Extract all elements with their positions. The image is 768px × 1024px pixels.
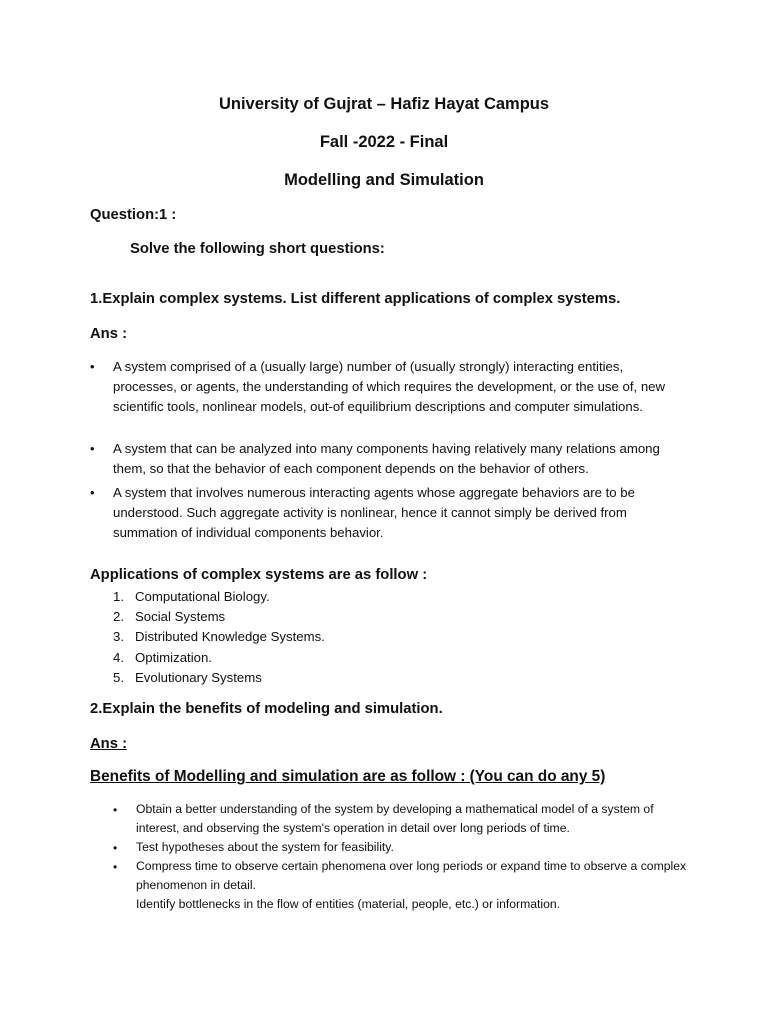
list-number: 5.: [113, 670, 124, 685]
question-instruction: Solve the following short questions:: [130, 241, 385, 257]
list-item: Optimization.: [135, 650, 212, 665]
list-number: 3.: [113, 629, 124, 644]
benefits-heading: Benefits of Modelling and simulation are as follow : (You can do any 5): [90, 768, 606, 785]
q2-title: 2.Explain the benefits of modeling and simulation.: [90, 701, 443, 717]
bullet-icon: •: [90, 441, 95, 456]
list-number: 1.: [113, 589, 124, 604]
university-title: University of Gujrat – Hafiz Hayat Campus: [218, 95, 550, 113]
q1-title: 1.Explain complex systems. List different applications of complex systems.: [90, 291, 621, 307]
list-number: 2.: [113, 609, 124, 624]
q2-bullet-3: Compress time to observe certain phenomena over long periods or expand time to observe a complex phenomenon in detail.: [136, 859, 687, 892]
q2-extra-line: Identify bottlenecks in the flow of entities (material, people, etc.) or information.: [136, 897, 561, 911]
course-title: Modelling and Simulation: [284, 171, 484, 189]
question-label: Question:1 :: [90, 207, 177, 223]
list-item: Computational Biology.: [135, 589, 270, 604]
term-title: Fall -2022 - Final: [319, 133, 449, 151]
bullet-icon: •: [113, 803, 118, 817]
list-item: Social Systems: [135, 609, 226, 624]
q2-ans-label: Ans :: [90, 736, 127, 752]
list-item: Evolutionary Systems: [135, 670, 262, 685]
bullet-icon: •: [90, 485, 95, 500]
bullet-icon: •: [113, 860, 118, 874]
q2-bullet-2: Test hypotheses about the system for feasibility.: [136, 840, 394, 854]
bullet-icon: •: [90, 359, 95, 374]
q2-bullet-1: Obtain a better understanding of the system by developing a mathematical model of a system of interest, and observing the system's operation in detail over long periods of time.: [136, 802, 654, 835]
q1-bullet-2: A system that can be analyzed into many components having relatively many relations among them, so that the behavior of each component depends on the behavior of others.: [113, 441, 660, 476]
q1-bullet-1: A system comprised of a (usually large) number of (usually strongly) interacting entities, processes, or agents, the understanding of which requires the development, or the use of, new scientific tools, nonlinear models, out-of equilibrium descriptions and computer simulations.: [113, 359, 666, 414]
applications-heading: Applications of complex systems are as follow :: [90, 567, 428, 583]
list-item: Distributed Knowledge Systems.: [135, 629, 325, 644]
q1-ans-label: Ans :: [90, 326, 127, 342]
q1-bullet-3: A system that involves numerous interacting agents whose aggregate behaviors are to be understood. Such aggregate activity is nonlinear, hence it cannot simply be derived from summation of individual components behavior.: [113, 485, 635, 540]
bullet-icon: •: [113, 841, 118, 855]
list-number: 4.: [113, 650, 124, 665]
